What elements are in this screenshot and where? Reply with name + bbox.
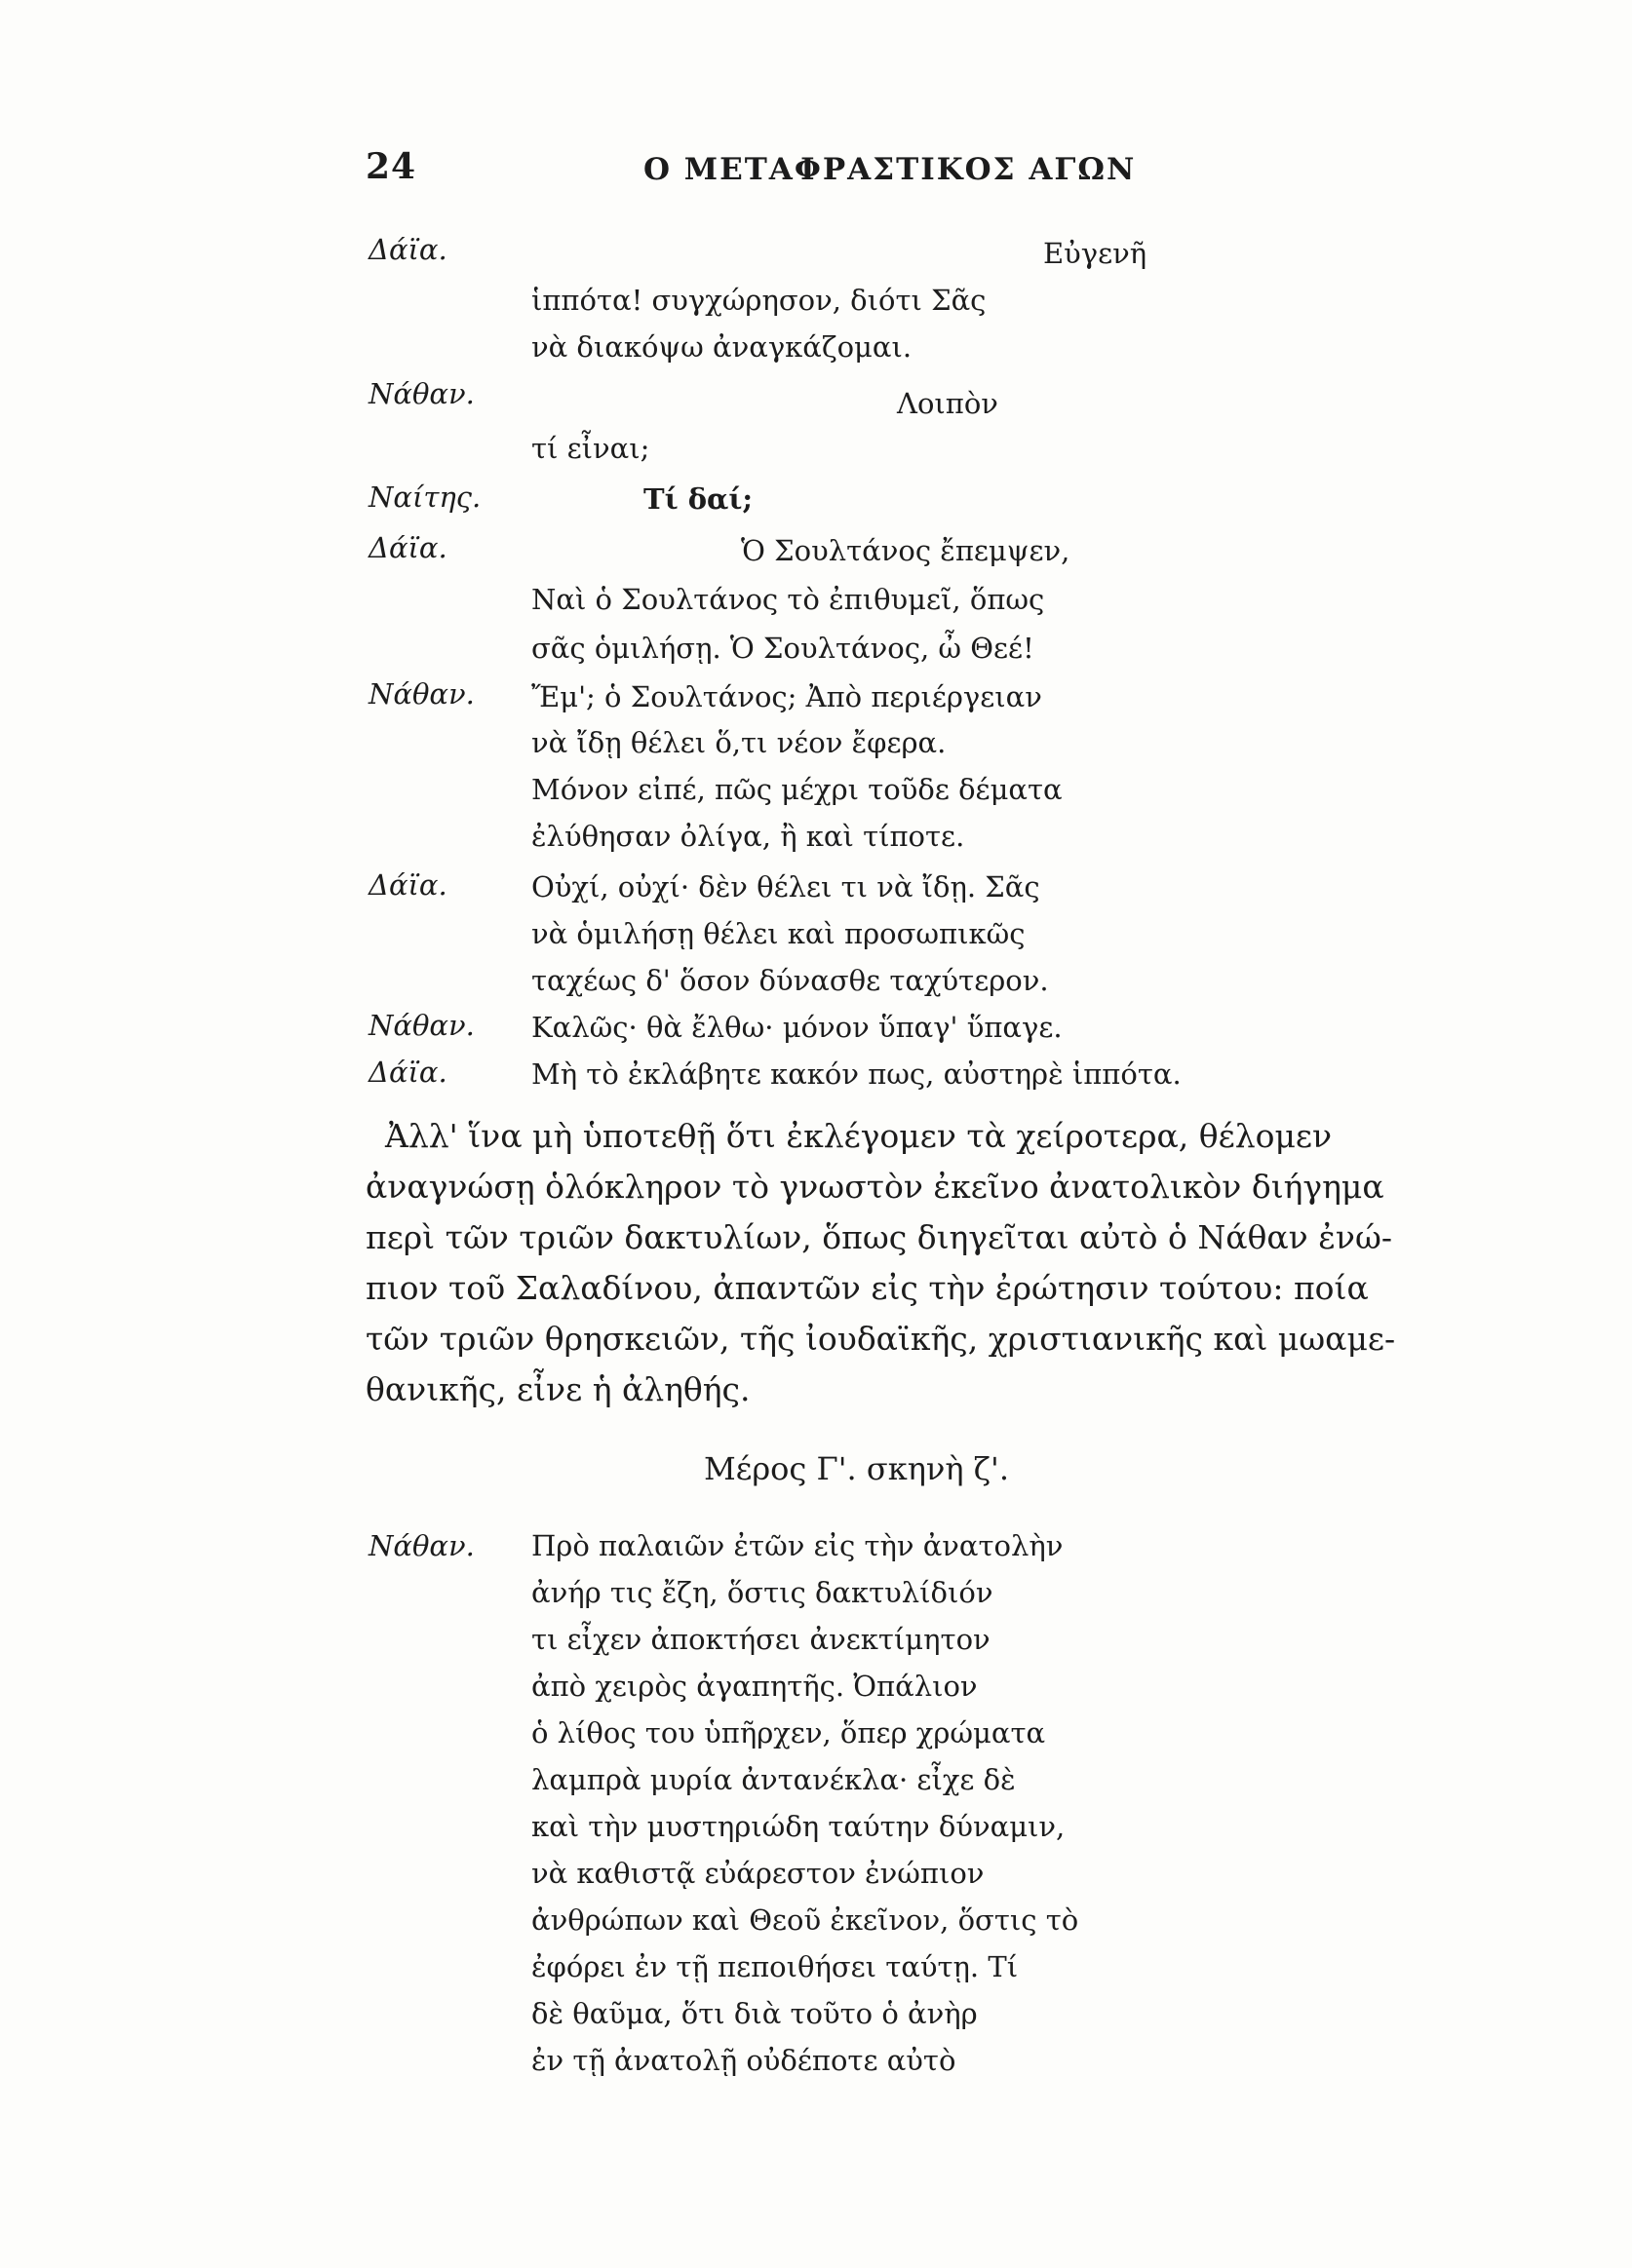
prose-line: ἀναγνώσῃ ὁλόκληρον τὸ γνωστὸν ἐκεῖνο ἀνατολικὸν διήγημα (366, 1168, 1384, 1206)
dialogue-line: Μὴ τὸ ἐκλάβητε κακόν πως, αὐστηρὲ ἱππότα. (531, 1057, 1182, 1091)
dialogue-line: ἐν τῇ ἀνατολῇ οὐδέποτε αὐτὸ (531, 2044, 956, 2077)
prose-line: τῶν τριῶν θρησκειῶν, τῆς ἰουδαϊκῆς, χριστιανικῆς καὶ μωαμε- (366, 1320, 1396, 1358)
dialogue-line: Ὁ Σουλτάνος ἔπεμψεν, (741, 534, 1070, 567)
dialogue-line: ἐφόρει ἐν τῇ πεποιθήσει ταύτῃ. Τί (531, 1950, 1019, 1983)
dialogue-line: νὰ καθιστᾷ εὐάρεστον ἐνώπιον (531, 1857, 985, 1890)
dialogue-line: νὰ ὁμιλήσῃ θέλει καὶ προσωπικῶς (531, 917, 1026, 950)
page-header (366, 146, 1185, 205)
dialogue-line: νὰ ἴδῃ θέλει ὅ,τι νέον ἔφερα. (531, 726, 947, 759)
dialogue-line: Τί δαί; (643, 482, 754, 516)
dialogue-line: Λοιπὸν (897, 387, 998, 420)
running-title: Ο ΜΕΤΑΦΡΑΣΤΙΚΟΣ ΑΓΩΝ (643, 152, 1137, 187)
prose-line: πιον τοῦ Σαλαδίνου, ἀπαντῶν εἰς τὴν ἐρώτησιν τούτου: ποία (366, 1269, 1369, 1307)
page-number: 24 (366, 146, 417, 187)
section-heading: Μέρος Γ'. σκηνὴ ζ'. (704, 1450, 1009, 1487)
speaker-name: Δάϊα. (369, 233, 447, 266)
speaker-name: Ναίτης. (369, 481, 482, 514)
speaker-name: Νάθαν. (369, 377, 475, 410)
prose-line: περὶ τῶν τριῶν δακτυλίων, ὅπως διηγεῖται αὐτὸ ὁ Νάθαν ἐνώ- (366, 1218, 1393, 1256)
dialogue-line: ταχέως δ' ὅσον δύνασθε ταχύτερον. (531, 964, 1049, 997)
dialogue-line: ἀπὸ χειρὸς ἀγαπητῆς. Ὀπάλιον (531, 1670, 978, 1703)
dialogue-line: καὶ τὴν μυστηριώδη ταύτην δύναμιν, (531, 1810, 1066, 1843)
dialogue-line: τι εἶχεν ἀποκτήσει ἀνεκτίμητον (531, 1623, 991, 1656)
speaker-name: Δάϊα. (369, 531, 447, 564)
dialogue-line: Ναὶ ὁ Σουλτάνος τὸ ἐπιθυμεῖ, ὅπως (531, 583, 1045, 616)
dialogue-line: ἀνήρ τις ἔζη, ὅστις δακτυλίδιόν (531, 1576, 993, 1609)
speaker-name: Δάϊα. (369, 1056, 447, 1089)
speaker-name: Δάϊα. (369, 868, 447, 902)
dialogue-line: νὰ διακόψω ἀναγκάζομαι. (531, 330, 913, 364)
speaker-name: Νάθαν. (369, 1009, 475, 1042)
dialogue-line: δὲ θαῦμα, ὅτι διὰ τοῦτο ὁ ἀνὴρ (531, 1997, 978, 2030)
dialogue-line: σᾶς ὁμιλήσῃ. Ὁ Σουλτάνος, ὦ Θεέ! (531, 632, 1034, 665)
speaker-name: Νάθαν. (369, 1529, 475, 1562)
speaker-name: Νάθαν. (369, 677, 475, 711)
dialogue-line: ἐλύθησαν ὀλίγα, ἢ καὶ τίποτε. (531, 820, 965, 853)
dialogue-line: λαμπρὰ μυρία ἀντανέκλα· εἶχε δὲ (531, 1763, 1016, 1796)
dialogue-line: Μόνον εἰπέ, πῶς μέχρι τοῦδε δέματα (531, 773, 1063, 806)
dialogue-line: ἀνθρώπων καὶ Θεοῦ ἐκεῖνον, ὅστις τὸ (531, 1903, 1079, 1937)
dialogue-line: Πρὸ παλαιῶν ἐτῶν εἰς τὴν ἀνατολὴν (531, 1529, 1064, 1562)
prose-paragraph (366, 1111, 1396, 1423)
dialogue-line: ἱππότα! συγχώρησον, διότι Σᾶς (531, 284, 987, 317)
dialogue-line: Καλῶς· θὰ ἔλθω· μόνον ὕπαγ' ὕπαγε. (531, 1011, 1063, 1044)
dialogue-line: ὁ λίθος του ὑπῆρχεν, ὅπερ χρώματα (531, 1716, 1046, 1749)
prose-line: θανικῆς, εἶνε ἡ ἀληθής. (366, 1370, 751, 1408)
prose-line: Ἀλλ' ἵνα μὴ ὑποτεθῇ ὅτι ἐκλέγομεν τὰ χείροτερα, θέλομεν (385, 1117, 1333, 1155)
dialogue-line: Οὐχί, οὐχί· δὲν θέλει τι νὰ ἴδῃ. Σᾶς (531, 870, 1040, 903)
dialogue-line: Εὐγενῆ (1043, 237, 1147, 270)
dialogue-line: Ἔμ'; ὁ Σουλτάνος; Ἀπὸ περιέργειαν (531, 680, 1042, 713)
dialogue-line: τί εἶναι; (531, 432, 650, 465)
